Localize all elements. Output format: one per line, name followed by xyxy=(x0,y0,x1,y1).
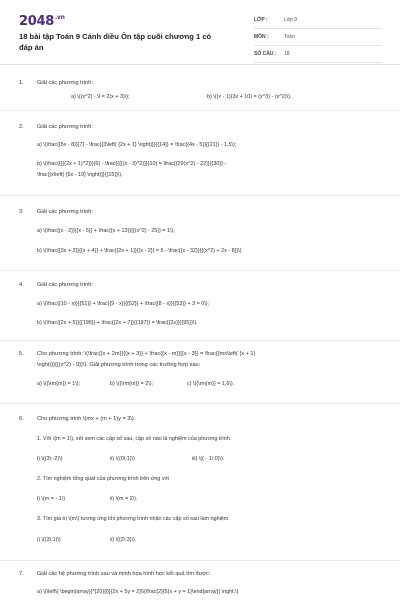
question-text: Cho phương trình \(mx + (m + 1)y = 3\). xyxy=(37,416,136,422)
question-number: 6. xyxy=(19,416,24,422)
question-part: a) \((x^2) - 9 = 2(x + 3)\); xyxy=(71,94,130,100)
question-number: 4. xyxy=(19,282,24,288)
answer-option: i) \((3\;1)\) xyxy=(37,537,61,543)
question-part: b) \(\frac{{{{(2x + 1)^2}}}{6} - \frac{{{{(x - 3)^2}}}{10} = \frac{{29(x^2) - 22}}{{30}} - xyxy=(37,161,227,167)
answer-option: iii) \(( - 1\;0)\). xyxy=(192,456,225,462)
answer-option: ii) \((0\;1)\) xyxy=(110,456,135,462)
question-part: b) \(\frac{{2x + 5}}{{195}} + \frac{{2x + 7}}{{197}} = \frac{{2x}}{{95}}\). xyxy=(37,320,198,326)
question-number: 5. xyxy=(19,351,24,357)
site-logo[interactable] xyxy=(19,14,65,29)
logo-tld: .vn xyxy=(54,14,65,21)
question-part: c) \({\rm{m}} = 1,6\). xyxy=(187,381,235,387)
question-part: a) \(\frac{{10 - x}}{{51}} + \frac{{9 - x}}{{52}} + \frac{{8 - x}}{{53}} + 3 = 0\); xyxy=(37,301,210,307)
question-part: \frac{{x\left( {6x - 19} \right)}}{{15}}\). xyxy=(37,172,123,178)
divider xyxy=(0,340,400,341)
answer-option: ii) \((2\;3)\). xyxy=(110,537,137,543)
answer-option: i) \(m = - 1\) xyxy=(37,496,66,502)
sub-question: 2. Tìm nghiệm tổng quát của phương trình trên ứng với xyxy=(37,476,170,482)
question-text: Giải các phương trình: xyxy=(37,282,93,288)
meta-table xyxy=(254,12,382,63)
question-number: 7. xyxy=(19,571,24,577)
question-part: a) \(\frac{{x - 2}}{{x - 5}} + \frac{{x + 13}}{{(x^2) - 25}} = 1\); xyxy=(37,228,175,234)
page-title: 18 bài tập Toán 9 Cánh diều Ôn tập cuối chương 1 có đáp án xyxy=(19,32,212,52)
question-text: Giải các phương trình: xyxy=(37,80,93,86)
question-part: a) \(\left\{ \begin{array}{*{20}{l}}{2x + 5y = 2}\\{\frac{2}{5}x + y = 1}\end{array}} \right.\) xyxy=(37,589,239,595)
question-part: b) \((x - 1)(3x + 10) = (x^3) - (x^2)\). xyxy=(207,94,292,100)
meta-row-grade xyxy=(254,12,382,29)
question-text: Giải các phương trình: xyxy=(37,124,93,130)
question-text: Giải các phương trình: xyxy=(37,209,93,215)
question-text-continued: \right)}}{{(x^2) - 9}}\). Giải phương trình trong các trường hợp sau: xyxy=(37,362,201,368)
question-number: 2. xyxy=(19,124,24,130)
logo-text: 2048 xyxy=(19,14,54,29)
meta-value: Toán xyxy=(284,34,295,40)
meta-row-subject xyxy=(254,29,382,46)
divider xyxy=(0,270,400,271)
question-text: Cho phương trình: \(\frac{{x + 2m}}{{x + 3}} + \frac{{x - m}}{{x - 3}} = \frac{{mx\left( {x + 1} xyxy=(37,351,256,357)
divider xyxy=(0,560,400,561)
meta-label: LỚP : xyxy=(254,17,268,23)
meta-label: SỐ CÂU : xyxy=(254,51,277,57)
sub-question: 1. Với \(m = 1\), xét xem các cặp số sau, cặp số nào là nghiệm của phương trình. xyxy=(37,436,232,442)
question-number: 3. xyxy=(19,209,24,215)
meta-label: MÔN : xyxy=(254,34,269,40)
divider xyxy=(0,110,400,111)
answer-option: i) \((3\;-2)\) xyxy=(37,456,63,462)
question-text: Giải các hệ phương trình sau và minh họa hình học kết quả tìm được: xyxy=(37,571,211,577)
question-part: b) \(\frac{{3x + 2}}{{x + 4}} + \frac{{2x + 1}}{{x - 2}} = 5 - \frac{{x - 32}}{{(x^2) + 2x - 8}}\) xyxy=(37,248,242,254)
meta-value: 18 xyxy=(284,51,290,57)
question-part: a) \({\rm{m}} = 1\); xyxy=(37,381,80,387)
divider xyxy=(0,403,400,404)
divider xyxy=(0,195,400,196)
question-part: a) \(\frac{{5x - 8}}{7} - \frac{{3\left( {2x + 1} \right)}}{{14}} = \frac{{4x - 5}}{{21}} - 1,5\); xyxy=(37,142,237,148)
page-header xyxy=(0,0,400,65)
sub-question: 3. Tìm giá trị \(m\) tương ứng khi phương trình nhận các cặp số sau làm nghiệm. xyxy=(37,516,230,522)
answer-option: ii) \(m = 2\). xyxy=(110,496,138,502)
meta-row-count xyxy=(254,46,382,63)
meta-value: Lớp 9 xyxy=(284,17,298,23)
question-part: b) \({\rm{m}} = 2\); xyxy=(110,381,153,387)
question-number: 1. xyxy=(19,80,24,86)
